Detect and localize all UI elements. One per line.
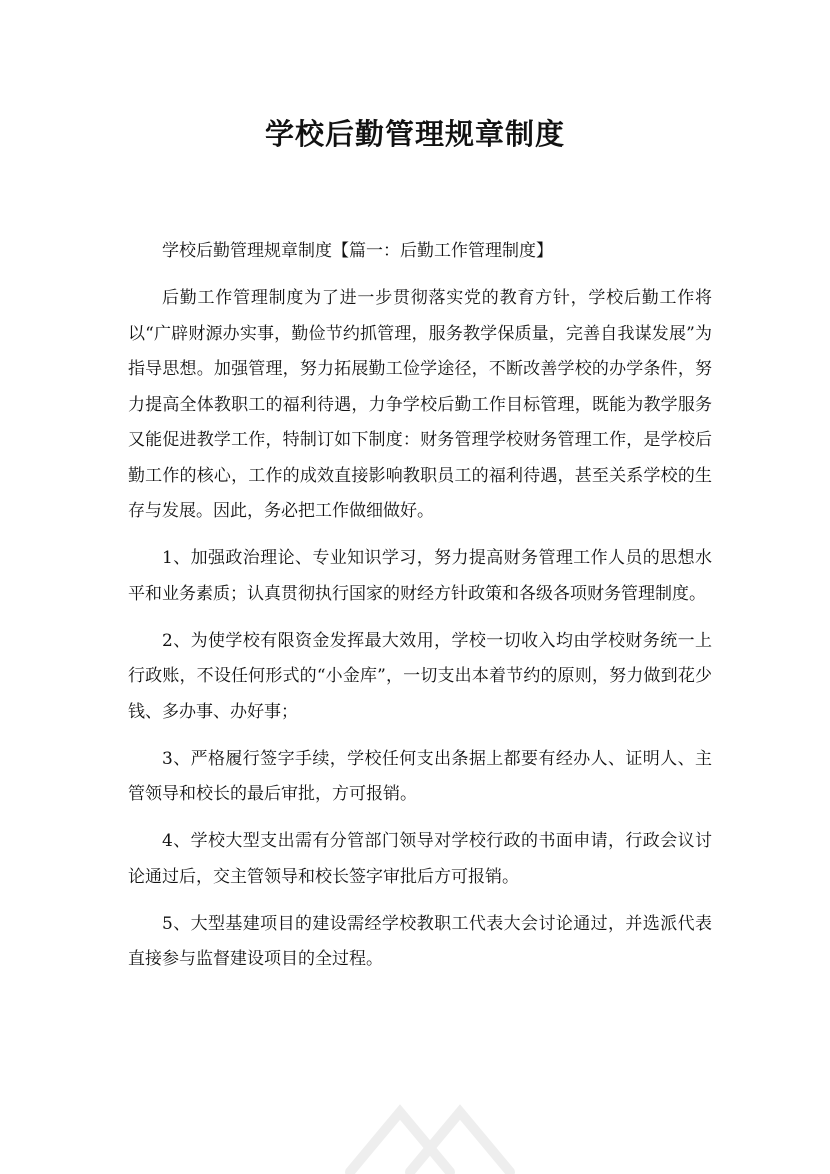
paragraph-item-3: 3、严格履行签字手续，学校任何支出条据上都要有经办人、证明人、主管领导和校长的最后审批，方可报销。 bbox=[128, 748, 712, 804]
document-body bbox=[128, 234, 712, 978]
paragraph-item-1: 1、加强政治理论、专业知识学习，努力提高财务管理工作人员的思想水平和业务素质；认真贯彻执行国家的财经方针政策和各级各项财务管理制度。 bbox=[128, 548, 712, 604]
paragraph-item-4: 4、学校大型支出需有分管部门领导对学校行政的书面申请，行政会议讨论通过后，交主管领导和校长签字审批后方可报销。 bbox=[128, 831, 712, 887]
watermark-graphic bbox=[340, 1092, 520, 1174]
paragraph-intro: 后勤工作管理制度为了进一步贯彻落实党的教育方针，学校后勤工作将以“广辟财源办实事，勤俭节约抓管理，服务教学保质量，完善自我谋发展”为指导思想。加强管理，努力拓展勤工俭学途径，不断改善学校的办学条件，努力提高全体教职工的福利待遇，力争学校后勤工作目标管理，既能为教学服务又能促进教学工作，特制订如下制度：财务管理学校财务管理工作，是学校后勤工作的核心，工作的成效直接影响教职员工的福利待遇，甚至关系学校的生存与发展。因此，务必把工作做细做好。 bbox=[128, 288, 712, 521]
paragraph-item-2: 2、为使学校有限资金发挥最大效用，学校一切收入均由学校财务统一上行政账，不设任何形式的“小金库”，一切支出本着节约的原则，努力做到花少钱、多办事、办好事； bbox=[128, 630, 712, 722]
section-heading: 学校后勤管理规章制度【篇一：后勤工作管理制度】 bbox=[162, 241, 553, 261]
document-title: 学校后勤管理规章制度 bbox=[264, 117, 565, 151]
paragraph-item-5: 5、大型基建项目的建设需经学校教职工代表大会讨论通过，并选派代表直接参与监督建设项目的全过程。 bbox=[128, 913, 712, 969]
